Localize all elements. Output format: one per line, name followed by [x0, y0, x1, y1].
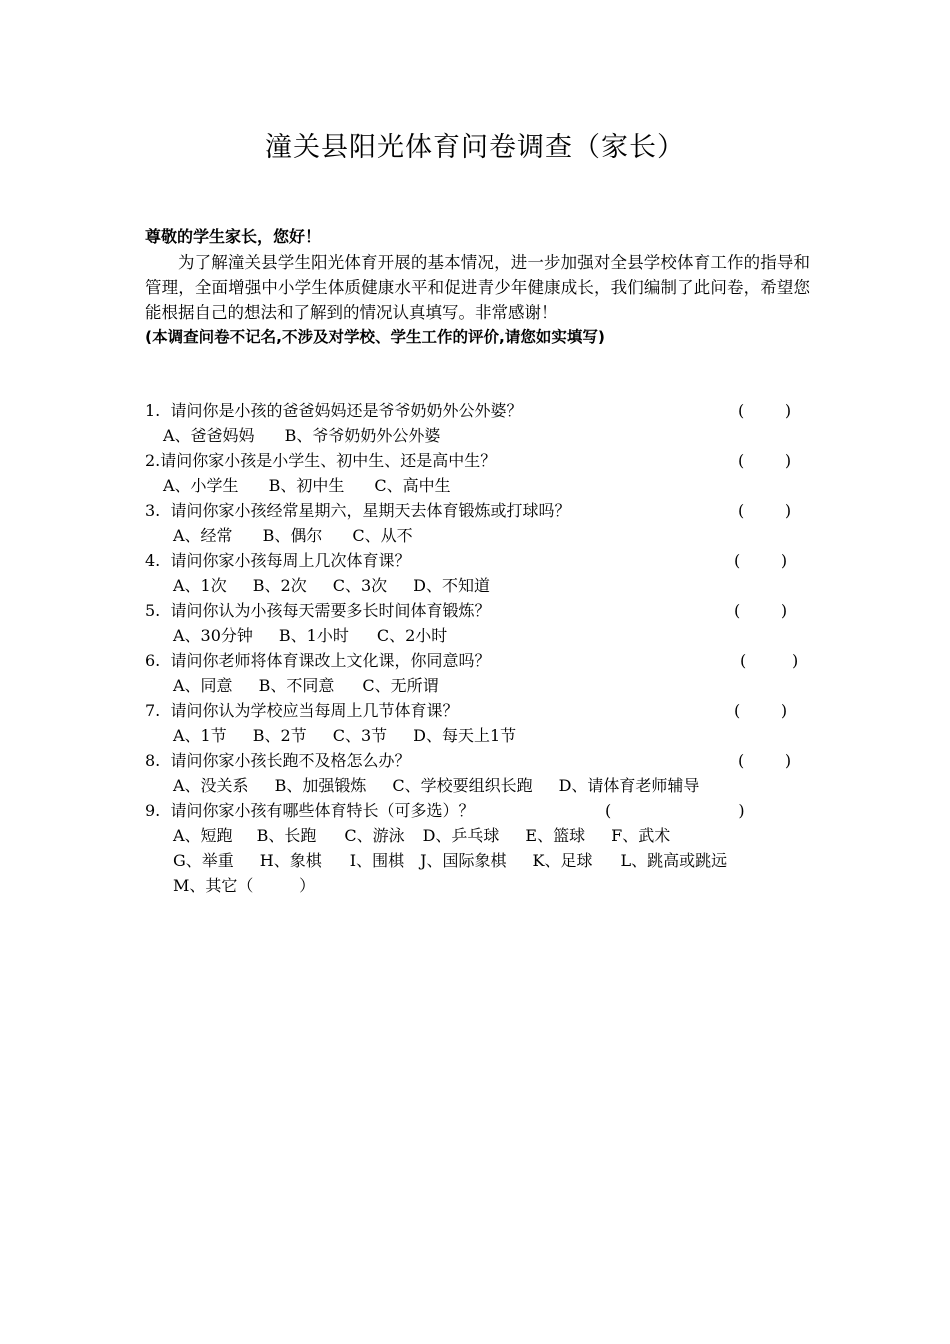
- answer-option[interactable]: B、2次: [252, 576, 307, 595]
- option-row: [145, 673, 810, 698]
- answer-bracket[interactable]: ( ): [740, 651, 799, 670]
- option-row: [145, 473, 810, 498]
- intro-paragraph: 为了解潼关县学生阳光体育开展的基本情况，进一步加强对全县学校体育工作的指导和管理，全面增强中小学生体质健康水平和促进青少年健康成长，我们编制了此问卷，希望您能根据自己的想法和了解到的情况认真填写。非常感谢！: [145, 253, 810, 322]
- question-list: [145, 398, 810, 898]
- answer-option[interactable]: D、不知道: [413, 576, 490, 595]
- answer-option[interactable]: C、高中生: [374, 476, 451, 495]
- answer-option[interactable]: A、1节: [173, 726, 227, 745]
- answer-bracket[interactable]: ( ): [734, 551, 788, 570]
- option-row: [145, 723, 810, 748]
- answer-option[interactable]: C、学校要组织长跑: [392, 776, 533, 795]
- question-2: [145, 448, 810, 473]
- question-text: 8. 请问你家小孩长跑不及格怎么办？: [145, 751, 411, 770]
- question-5: [145, 598, 810, 623]
- answer-option[interactable]: L、跳高或跳远: [620, 851, 728, 870]
- answer-option[interactable]: K、足球: [532, 851, 593, 870]
- question-text: 5. 请问你认为小孩每天需要多长时间体育锻炼？: [145, 601, 491, 620]
- option-row: [145, 573, 810, 598]
- question-text: 3. 请问你家小孩经常星期六，星期天去体育锻炼或打球吗？: [145, 501, 571, 520]
- answer-option[interactable]: A、1次: [173, 576, 227, 595]
- answer-option[interactable]: B、2节: [252, 726, 307, 745]
- question-text: 4. 请问你家小孩每周上几次体育课？: [145, 551, 411, 570]
- answer-option[interactable]: B、初中生: [268, 476, 345, 495]
- option-row: [145, 848, 810, 873]
- answer-option[interactable]: A、同意: [173, 676, 233, 695]
- answer-option[interactable]: A、爸爸妈妈: [163, 426, 255, 445]
- answer-option[interactable]: C、从不: [352, 526, 413, 545]
- option-row: [145, 873, 810, 898]
- answer-bracket[interactable]: ( ): [605, 801, 745, 820]
- question-7: [145, 698, 810, 723]
- question-text: 2.请问你家小孩是小学生、初中生、还是高中生？: [145, 451, 497, 470]
- answer-bracket[interactable]: ( ): [738, 751, 792, 770]
- answer-option[interactable]: C、游泳: [344, 826, 405, 845]
- answer-option[interactable]: D、请体育老师辅导: [558, 776, 700, 795]
- option-row: [145, 523, 810, 548]
- answer-bracket[interactable]: ( ): [734, 601, 788, 620]
- question-text: 7. 请问你认为学校应当每周上几节体育课？: [145, 701, 459, 720]
- option-row: [145, 623, 810, 648]
- answer-option[interactable]: B、加强锻炼: [274, 776, 367, 795]
- answer-option[interactable]: B、1小时: [278, 626, 349, 645]
- answer-option[interactable]: C、无所谓: [362, 676, 439, 695]
- question-text: 9. 请问你家小孩有哪些体育特长（可多选）？: [145, 801, 475, 820]
- anonymity-note: (本调查问卷不记名,不涉及对学校、学生工作的评价,请您如实填写): [145, 328, 605, 346]
- question-1: [145, 398, 810, 423]
- answer-option[interactable]: A、经常: [173, 526, 233, 545]
- answer-option[interactable]: H、象棋: [259, 851, 322, 870]
- answer-bracket[interactable]: ( ): [738, 401, 792, 420]
- answer-option[interactable]: C、3节: [332, 726, 388, 745]
- answer-option[interactable]: D、乒乓球: [422, 826, 500, 845]
- question-9: [145, 798, 810, 823]
- option-row: [145, 823, 810, 848]
- option-row: [145, 423, 810, 448]
- answer-option[interactable]: C、3次: [332, 576, 388, 595]
- answer-option[interactable]: B、长跑: [256, 826, 317, 845]
- question-text: 1. 请问你是小孩的爸爸妈妈还是爷爷奶奶外公外婆？: [145, 401, 523, 420]
- answer-option[interactable]: A、没关系: [173, 776, 249, 795]
- answer-option[interactable]: E、篮球: [525, 826, 586, 845]
- answer-option[interactable]: M、其它（ ）: [173, 876, 316, 895]
- question-3: [145, 498, 810, 523]
- question-8: [145, 748, 810, 773]
- answer-option[interactable]: F、武术: [611, 826, 671, 845]
- option-row: [145, 773, 810, 798]
- greeting: 尊敬的学生家长，您好！: [145, 227, 322, 246]
- answer-option[interactable]: C、2小时: [376, 626, 448, 645]
- question-text: 6. 请问你老师将体育课改上文化课，你同意吗？: [145, 651, 491, 670]
- answer-option[interactable]: I、围棋: [349, 851, 405, 870]
- answer-option[interactable]: B、爷爷奶奶外公外婆: [284, 426, 441, 445]
- answer-option[interactable]: J、国际象棋: [420, 851, 507, 870]
- answer-option[interactable]: G、举重: [173, 851, 234, 870]
- answer-option[interactable]: A、30分钟: [173, 626, 253, 645]
- answer-bracket[interactable]: ( ): [738, 451, 792, 470]
- question-6: [145, 648, 810, 673]
- page-title: 潼关县阳光体育问卷调查（家长）: [265, 132, 685, 163]
- answer-bracket[interactable]: ( ): [738, 501, 792, 520]
- question-4: [145, 548, 810, 573]
- answer-bracket[interactable]: ( ): [734, 701, 788, 720]
- answer-option[interactable]: D、每天上1节: [413, 726, 517, 745]
- answer-option[interactable]: A、小学生: [163, 476, 239, 495]
- answer-option[interactable]: A、短跑: [173, 826, 233, 845]
- answer-option[interactable]: B、偶尔: [262, 526, 323, 545]
- answer-option[interactable]: B、不同意: [258, 676, 335, 695]
